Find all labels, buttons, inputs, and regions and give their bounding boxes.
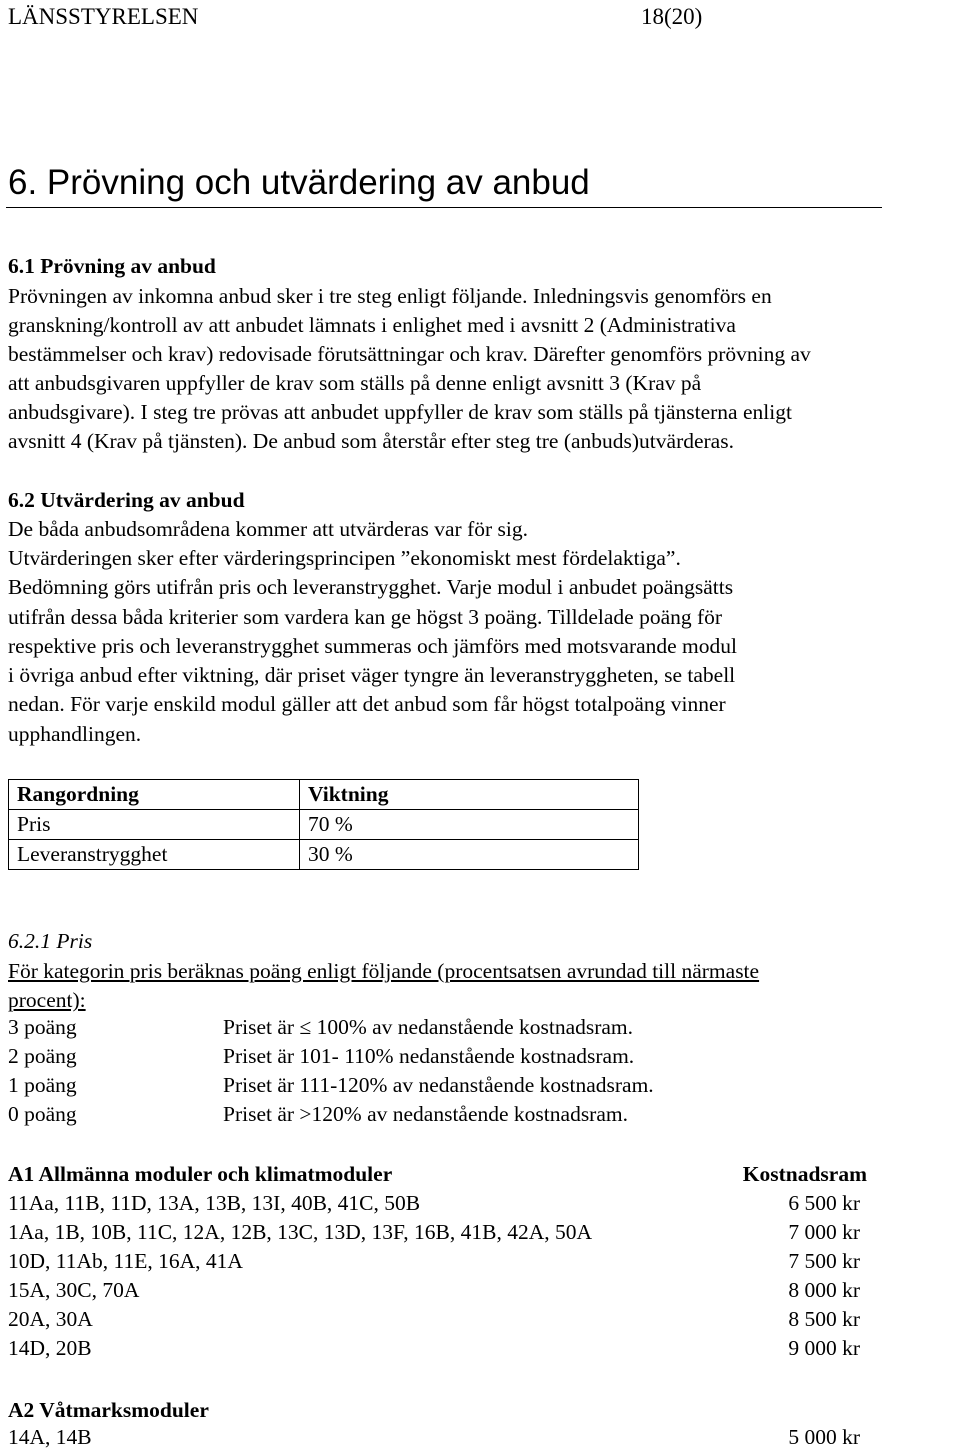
paragraph-6-2-line: Bedömning görs utifrån pris och leveranstrygghet. Varje modul i anbudet poängsätts (8, 575, 734, 599)
table-row (9, 840, 639, 870)
cost-row (8, 1191, 860, 1220)
module-list: 20A, 30A (8, 1307, 93, 1331)
cost-row (8, 1336, 860, 1365)
module-list: 15A, 30C, 70A (8, 1278, 140, 1302)
paragraph-6-1-line: att anbudsgivaren uppfyller de krav som ställs på denne enligt avsnitt 3 (Krav på (8, 371, 702, 395)
score-points: 1 poäng (8, 1073, 77, 1097)
score-description: Priset är 111-120% av nedanstående kostnadsram. (223, 1073, 654, 1097)
paragraph-6-2-line: Utvärderingen sker efter värderingsprincipen ”ekonomiskt mest fördelaktiga”. (8, 546, 681, 570)
page-number: 18(20) (641, 4, 703, 29)
table-row (9, 810, 639, 840)
cost-value: 6 500 kr (788, 1191, 860, 1215)
paragraph-6-1-line: Prövningen av inkomna anbud sker i tre steg enligt följande. Inledningsvis genomförs en (8, 284, 772, 308)
module-list: 10D, 11Ab, 11E, 16A, 41A (8, 1249, 243, 1273)
a1-heading-row (8, 1162, 867, 1191)
cost-value: 8 500 kr (788, 1307, 860, 1331)
cost-value: 9 000 kr (788, 1336, 860, 1360)
table-cell: Leveranstrygghet (9, 840, 300, 870)
cost-row (8, 1278, 860, 1307)
a1-heading: A1 Allmänna moduler och klimatmoduler (8, 1162, 393, 1186)
paragraph-6-1-line: avsnitt 4 (Krav på tjänsten). De anbud som återstår efter steg tre (anbuds)utvärderas. (8, 429, 734, 453)
cost-value: 7 000 kr (788, 1220, 860, 1244)
header-viktning: Viktning (300, 780, 639, 810)
heading-6-2-1: 6.2.1 Pris (8, 929, 93, 953)
table-cell: 30 % (300, 840, 639, 870)
score-points: 0 poäng (8, 1102, 77, 1126)
score-description: Priset är >120% av nedanstående kostnadsram. (223, 1102, 628, 1126)
score-description: Priset är ≤ 100% av nedanstående kostnadsram. (223, 1015, 634, 1039)
module-list: 1Aa, 1B, 10B, 11C, 12A, 12B, 13C, 13D, 13F, 16B, 41B, 42A, 50A (8, 1220, 592, 1244)
cost-value: 5 000 kr (788, 1425, 860, 1449)
cost-row (8, 1249, 860, 1278)
score-description: Priset är 101- 110% nedanstående kostnadsram. (223, 1044, 635, 1068)
price-intro-line: För kategorin pris beräknas poäng enligt följande (procentsatsen avrundad till närmaste (8, 959, 760, 983)
paragraph-6-2-line: utifrån dessa båda kriterier som vardera kan ge högst 3 poäng. Tilldelade poäng för (8, 605, 723, 629)
a2-heading: A2 Våtmarksmoduler (8, 1398, 209, 1422)
header-rangordning: Rangordning (9, 780, 300, 810)
cost-row (8, 1307, 860, 1336)
paragraph-6-2-line: nedan. För varje enskild modul gäller att det anbud som får högst totalpoäng vinner (8, 692, 726, 716)
paragraph-6-2-line: De båda anbudsområdena kommer att utvärderas var för sig. (8, 517, 528, 541)
cost-value: 7 500 kr (788, 1249, 860, 1273)
weighting-table (8, 779, 639, 870)
paragraph-6-2-line: upphandlingen. (8, 722, 142, 746)
paragraph-6-1-line: bestämmelser och krav) redovisade förutsättningar och krav. Därefter genomförs prövning av (8, 342, 811, 366)
title-rule (6, 207, 882, 208)
section-title: 6. Prövning och utvärdering av anbud (8, 163, 590, 202)
cost-value: 8 000 kr (788, 1278, 860, 1302)
paragraph-6-1-line: anbudsgivare). I steg tre prövas att anbudet uppfyller de krav som ställs på tjänsterna enligt (8, 400, 792, 424)
cost-heading: Kostnadsram (742, 1162, 867, 1186)
cost-row (8, 1220, 860, 1249)
table-header-row (9, 780, 639, 810)
heading-6-1: 6.1 Prövning av anbud (8, 254, 216, 278)
paragraph-6-2-line: i övriga anbud efter viktning, där priset väger tyngre än leveranstryggheten, se tabell (8, 663, 736, 687)
heading-6-2: 6.2 Utvärdering av anbud (8, 488, 245, 512)
table-cell: 70 % (300, 810, 639, 840)
price-intro-line: procent): (8, 988, 86, 1012)
score-points: 2 poäng (8, 1044, 77, 1068)
paragraph-6-2-line: respektive pris och leveranstrygghet summeras och jämförs med motsvarande modul (8, 634, 738, 658)
module-list: 11Aa, 11B, 11D, 13A, 13B, 13I, 40B, 41C, 50B (8, 1191, 421, 1215)
module-list: 14A, 14B (8, 1425, 92, 1449)
header-org: LÄNSSTYRELSEN (8, 4, 199, 29)
module-list: 14D, 20B (8, 1336, 92, 1360)
table-cell: Pris (9, 810, 300, 840)
score-points: 3 poäng (8, 1015, 77, 1039)
paragraph-6-1-line: granskning/kontroll av att anbudet lämnats i enlighet med i avsnitt 2 (Administrativa (8, 313, 736, 337)
cost-row (8, 1425, 860, 1454)
